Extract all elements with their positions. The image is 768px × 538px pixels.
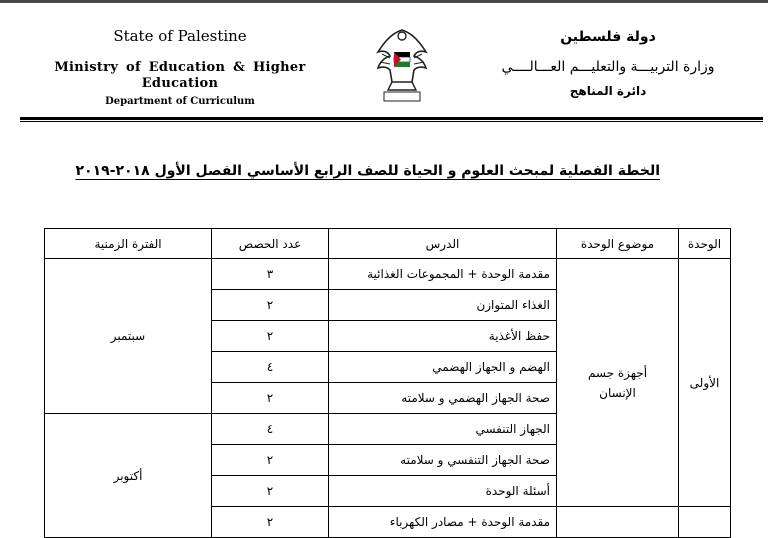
topic-cell-next <box>557 507 679 538</box>
period-october-cell: أكتوبر <box>45 414 212 538</box>
unit-cell-next <box>679 507 731 538</box>
lesson-cell: صحة الجهاز الهضمي و سلامته <box>329 383 557 414</box>
header-topic: موضوع الوحدة <box>557 229 679 259</box>
topic-line-1: أجهزة جسم <box>587 365 648 380</box>
count-cell: ٤ <box>212 352 329 383</box>
count-cell: ٤ <box>212 414 329 445</box>
en-ministry-name: Ministry of Education & Higher Education <box>54 60 306 91</box>
ar-department-name: دائرة المناهج <box>569 84 647 98</box>
lesson-cell: الجهاز التنفسي <box>329 414 557 445</box>
ar-ministry-name: وزارة التربيـــة والتعليـــم العـــالــــي <box>501 59 715 75</box>
ar-state-name: دولة فلسطين <box>560 29 656 45</box>
unit-cell: الأولى <box>679 259 731 507</box>
lesson-cell: مقدمة الوحدة + مصادر الكهرباء <box>329 507 557 538</box>
lesson-cell: الغذاء المتوازن <box>329 290 557 321</box>
en-department-name: Department of Curriculum <box>105 96 255 107</box>
topic-cell <box>557 259 679 507</box>
header-count: عدد الحصص <box>212 229 329 259</box>
lesson-cell: الهضم و الجهاز الهضمي <box>329 352 557 383</box>
table-header-row <box>45 229 731 259</box>
header-lesson: الدرس <box>329 229 557 259</box>
lesson-cell: مقدمة الوحدة + المجموعات الغذائية <box>329 259 557 290</box>
header-divider-thick <box>20 117 763 120</box>
count-cell: ٢ <box>212 383 329 414</box>
count-cell: ٢ <box>212 290 329 321</box>
count-cell: ٢ <box>212 321 329 352</box>
arabic-header <box>458 27 758 99</box>
period-september-cell: سبتمبر <box>45 259 212 414</box>
header-period: الفترة الزمنية <box>45 229 212 259</box>
count-cell: ٢ <box>212 445 329 476</box>
table-row <box>45 259 731 290</box>
semester-plan-table <box>44 228 731 538</box>
header-divider-thin <box>20 121 763 122</box>
count-cell: ٢ <box>212 476 329 507</box>
lesson-cell: أسئلة الوحدة <box>329 476 557 507</box>
en-state-name: State of Palestine <box>113 27 247 45</box>
count-cell: ٣ <box>212 259 329 290</box>
top-border <box>0 0 768 3</box>
english-header <box>20 26 340 108</box>
lesson-cell: صحة الجهاز التنفسي و سلامته <box>329 445 557 476</box>
plan-title: الخطة الفصلية لمبحث العلوم و الحياة للصف الرابع الأساسي الفصل الأول ٢٠١٨-٢٠١٩ <box>75 163 660 179</box>
topic-line-2: الإنسان <box>599 385 636 400</box>
lesson-cell: حفظ الأغذية <box>329 321 557 352</box>
count-cell: ٢ <box>212 507 329 538</box>
palestine-eagle-emblem-icon <box>370 22 434 110</box>
header-unit: الوحدة <box>679 229 731 259</box>
